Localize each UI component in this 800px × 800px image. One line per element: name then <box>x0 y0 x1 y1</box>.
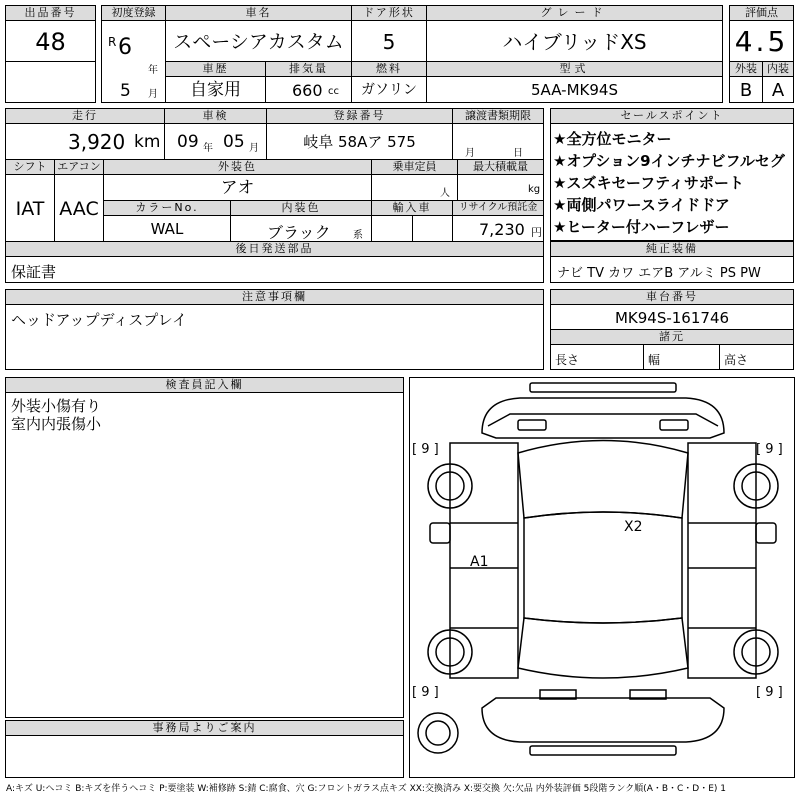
tire-rear-left-depth: [ 9 ] <box>412 685 439 700</box>
inspector-box <box>5 392 404 718</box>
later-parts-box <box>5 256 544 283</box>
width-label: 幅 <box>648 353 661 367</box>
rear-bumper-outline <box>530 746 676 755</box>
int-color-box <box>230 215 372 242</box>
mileage-unit: km <box>134 132 161 152</box>
color-no-label: カラーNo. <box>103 200 231 216</box>
int-color: ブラック <box>267 223 331 242</box>
ext-color: アオ <box>103 174 372 201</box>
era: R <box>108 35 117 49</box>
exterior-grade: B <box>729 76 763 103</box>
int-color-label: 内装色 <box>230 200 372 216</box>
sales-point-item: ★ヒーター付ハーフレザー <box>553 218 730 236</box>
recycle-unit: 円 <box>531 226 542 239</box>
dimensions-label: 諸元 <box>550 329 794 345</box>
max-load-unit: kg <box>528 184 541 195</box>
later-parts-label: 後日発送部品 <box>5 241 544 257</box>
roof <box>524 512 682 623</box>
recycle-label: リサイクル預託金 <box>452 200 544 216</box>
capacity-box <box>371 174 458 201</box>
ac: AAC <box>54 174 104 242</box>
genuine-box <box>550 256 794 283</box>
later-parts: 保証書 <box>11 263 57 281</box>
inspection-year-unit: 年 <box>203 143 213 154</box>
int-color-unit: 系 <box>353 230 363 241</box>
legend-footer: A:キズ U:ヘコミ B:キズを伴うヘコミ P:要塗装 W:補修跡 S:錆 C:腐食、穴 G:フロントガラス点キズ XX:交換済み X:要交換 欠:欠品 内外装評価 5段階ランク順(A・B・C・D・E) 1 <box>6 784 727 794</box>
sales-point-item: ★オプション9インチナビフルセグ <box>553 152 785 170</box>
tire-rear-right-depth: [ 9 ] <box>756 685 783 700</box>
sales-point-item: ★両側パワースライドドア <box>553 196 730 214</box>
genuine-equipment: ナビ TV カワ エアB アルミ PS PW <box>557 266 761 281</box>
max-load-label: 最大積載量 <box>457 159 544 175</box>
chassis-label: 車台番号 <box>550 289 794 305</box>
transfer-month-unit: 月 <box>465 148 475 159</box>
history-label: 車歴 <box>165 61 266 77</box>
car-name: スペーシアカスタム <box>165 20 352 62</box>
interior-grade: A <box>762 76 794 103</box>
door: 5 <box>351 20 427 62</box>
inspector-line: 外装小傷有り <box>11 397 102 415</box>
sales-points-label: セールスポイント <box>550 108 794 124</box>
first-reg-year: 6 <box>118 35 132 60</box>
mileage: 3,920 <box>68 130 126 154</box>
import-box-2 <box>412 215 453 242</box>
sales-points-box <box>550 123 794 241</box>
fuel-label: 燃料 <box>351 61 427 77</box>
mileage-label: 走行 <box>5 108 165 124</box>
color-no: WAL <box>103 215 231 242</box>
inspector-label: 検査員記入欄 <box>5 377 404 393</box>
exterior-label: 外装 <box>729 61 763 77</box>
notes-text: ヘッドアップディスプレイ <box>11 311 187 329</box>
grade: ハイブリッドXS <box>426 20 723 62</box>
front-bumper-outline <box>530 383 676 392</box>
height-box <box>719 344 794 370</box>
mileage-box <box>5 123 165 160</box>
inspection-month-unit: 月 <box>249 143 259 154</box>
inspection-label: 車検 <box>164 108 267 124</box>
displacement-unit: cc <box>328 86 339 97</box>
first-reg-label: 初度登録 <box>101 5 166 21</box>
office-box <box>5 735 404 778</box>
car-diagram-frame <box>409 377 795 778</box>
capacity-label: 乗車定員 <box>371 159 458 175</box>
transfer-label: 譲渡書類期限 <box>452 108 544 124</box>
history: 自家用 <box>165 76 266 103</box>
score-label: 評価点 <box>729 5 794 21</box>
door-label: ドア形状 <box>351 5 427 21</box>
inspection-month: 05 <box>223 132 245 152</box>
grade-label: グレード <box>426 5 723 21</box>
lot-number-blank <box>5 61 96 103</box>
first-reg-month: 5 <box>120 81 131 101</box>
score: 4.5 <box>729 20 794 62</box>
length-label: 長さ <box>555 353 580 367</box>
damage-mark-x2: X2 <box>624 519 643 535</box>
lot-number-label: 出品番号 <box>5 5 96 21</box>
tire-front-right-depth: [ 9 ] <box>756 442 783 457</box>
fuel: ガソリン <box>351 76 427 103</box>
import-label: 輸入車 <box>371 200 453 216</box>
shift: IAT <box>5 174 55 242</box>
notes-box <box>5 304 544 370</box>
model: 5AA-MK94S <box>426 76 723 103</box>
hood-outline <box>482 398 724 438</box>
displacement: 660 <box>292 81 323 100</box>
car-name-label: 車名 <box>165 5 352 21</box>
damage-mark-a1: A1 <box>470 554 489 570</box>
height-label: 高さ <box>724 353 749 367</box>
inspection-box <box>164 123 267 160</box>
length-box <box>550 344 644 370</box>
ext-color-label: 外装色 <box>103 159 372 175</box>
model-label: 型式 <box>426 61 723 77</box>
lot-number: 48 <box>5 20 96 62</box>
spare-tire <box>418 713 458 753</box>
transfer-box <box>452 123 544 160</box>
rear-outline <box>482 698 724 742</box>
interior-label: 内装 <box>762 61 794 77</box>
office-label: 事務局よりご案内 <box>5 720 404 736</box>
recycle: 7,230 <box>479 220 525 239</box>
month-unit: 月 <box>148 89 158 100</box>
car-diagram <box>410 378 796 779</box>
chassis-number: MK94S-161746 <box>550 304 794 330</box>
import-box-1 <box>371 215 413 242</box>
max-load-box <box>457 174 544 201</box>
displacement-box <box>265 76 352 103</box>
reg-no-label: 登録番号 <box>266 108 453 124</box>
displacement-label: 排気量 <box>265 61 352 77</box>
width-box <box>643 344 720 370</box>
genuine-label: 純正装備 <box>550 241 794 257</box>
year-unit: 年 <box>148 65 158 76</box>
ac-label: エアコン <box>54 159 104 175</box>
first-reg-box <box>101 20 166 103</box>
sales-point-item: ★全方位モニター <box>553 130 672 148</box>
shift-label: シフト <box>5 159 55 175</box>
windshield <box>518 441 688 519</box>
recycle-box <box>452 215 544 242</box>
sales-point-item: ★スズキセーフティサポート <box>553 174 744 192</box>
notes-label: 注意事項欄 <box>5 289 544 305</box>
tire-front-left-depth: [ 9 ] <box>412 442 439 457</box>
transfer-day-unit: 日 <box>513 148 523 159</box>
reg-no: 岐阜 58Aア 575 <box>266 123 453 160</box>
inspector-line: 室内内張傷小 <box>11 415 102 433</box>
capacity-unit: 人 <box>440 188 450 199</box>
rear-window <box>518 618 688 678</box>
inspection-year: 09 <box>177 132 199 152</box>
